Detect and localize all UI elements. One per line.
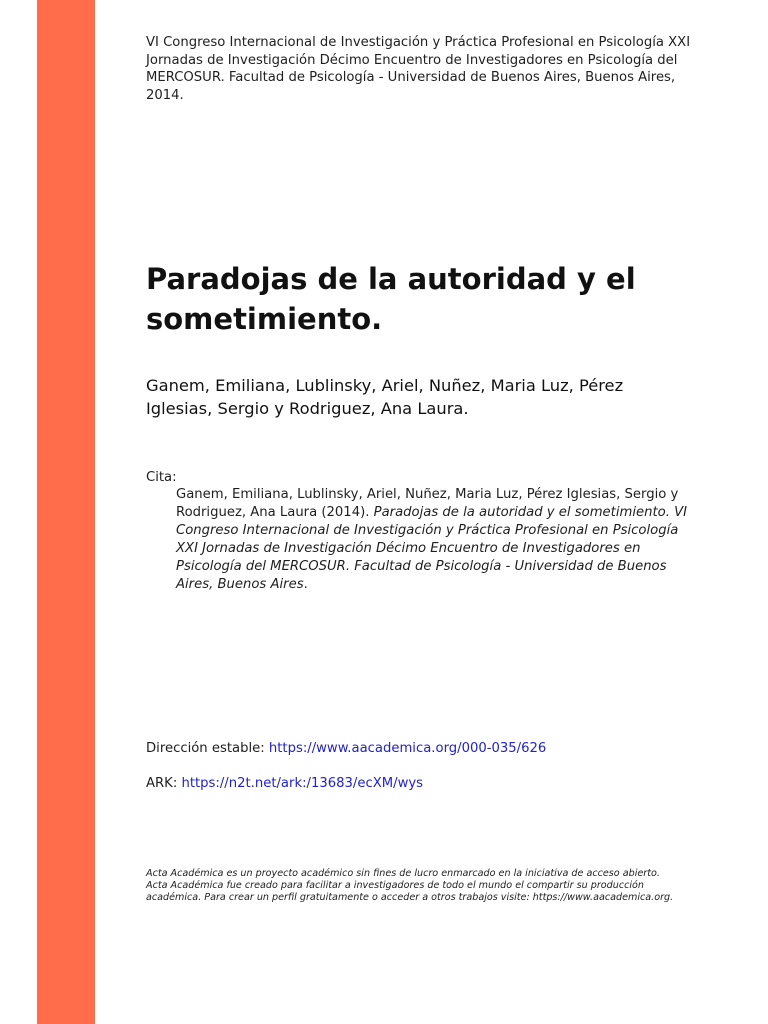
ark-label: ARK: xyxy=(146,776,182,791)
conference-header: VI Congreso Internacional de Investigación y Práctica Profesional en Psicología XXI Jornadas de Investigación Décimo Encuentro de Investigadores en Psicología del MERCOSUR. Facultad de Psicología - Universidad de Buenos Aires, Buenos Aires, 2014. xyxy=(146,35,691,103)
stable-address-row xyxy=(146,740,546,758)
citation-label: Cita: xyxy=(146,470,177,485)
citation-trailing: . xyxy=(303,577,308,592)
ark-link[interactable]: https://n2t.net/ark:/13683/ecXM/wys xyxy=(181,776,424,791)
ark-row xyxy=(146,775,423,793)
document-title: Paradojas de la autoridad y el sometimiento. xyxy=(146,262,636,336)
footer-note: Acta Académica es un proyecto académico sin fines de lucro enmarcado en la iniciativa de acceso abierto. Acta Académica fue creado para facilitar a investigadores de todo el mundo el compartir su producción académica. Para crear un perfil gratuitamente o acceder a otros trabajos visite: https://www.aacademica.org. xyxy=(146,868,674,904)
stable-address-link[interactable]: https://www.aacademica.org/000-035/626 xyxy=(268,741,547,756)
orange-side-bar xyxy=(37,0,95,1024)
stable-address-label: Dirección estable: xyxy=(146,741,269,756)
citation-text xyxy=(176,486,691,594)
citation-italic-title: Paradojas de la autoridad y el sometimiento. VI Congreso Internacional de Investigación y Práctica Profesional en Psicología XXI Jornadas de Investigación Décimo Encuentro de Investigadores en Psicología del MERCOSUR. Facultad de Psicología - Universidad de Buenos Aires, Buenos Aires xyxy=(176,505,688,592)
citation-authors-year: Ganem, Emiliana, Lublinsky, Ariel, Nuñez, Maria Luz, Pérez Iglesias, Sergio y Rodriguez, Ana Laura (2014). xyxy=(176,487,679,520)
document-authors: Ganem, Emiliana, Lublinsky, Ariel, Nuñez, Maria Luz, Pérez Iglesias, Sergio y Rodriguez, Ana Laura. xyxy=(146,376,624,418)
